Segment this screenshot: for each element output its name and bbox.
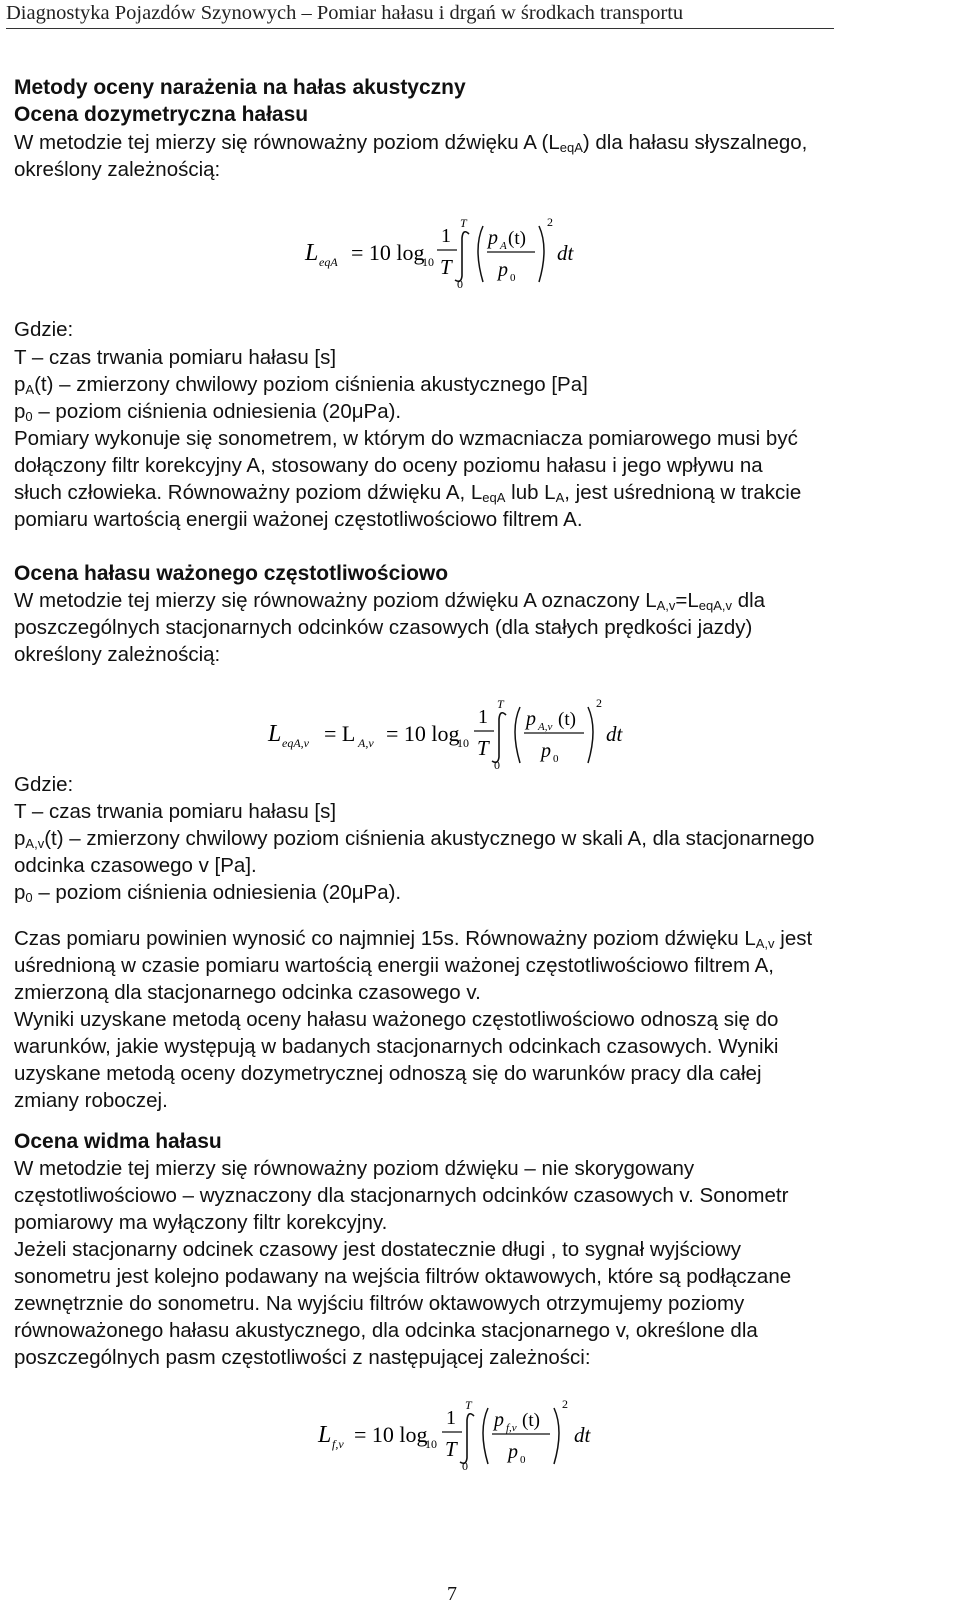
s2-line2: poszczególnych stacjonarnych odcinków czasowych (dla stałych prędkości jazdy): [14, 616, 753, 639]
s2-para-line4: Wyniki uzyskane metodą oceny hałasu ważonego częstotliwościowo odnoszą się do: [14, 1008, 779, 1031]
svg-text:0: 0: [462, 1459, 468, 1473]
svg-text:dt: dt: [606, 722, 623, 746]
s2-para-line2: uśrednioną w czasie pomiaru wartością energii ważonej częstotliwościowo filtrem A,: [14, 954, 774, 977]
svg-text:f,v: f,v: [506, 1422, 517, 1434]
s3-line2: częstotliwościowo – wyznaczony dla stacjonarnych odcinków czasowych v. Sonometr: [14, 1184, 789, 1207]
svg-text:T: T: [460, 216, 467, 230]
where-label-1: Gdzie:: [14, 318, 74, 341]
svg-text:10: 10: [422, 255, 434, 269]
para1-line4: pomiaru wartością energii ważonej częstotliwościowo filtrem A.: [14, 508, 583, 531]
svg-text:T: T: [445, 1437, 457, 1461]
s3-line8: poszczególnych pasm częstotliwości z następującej zależności:: [14, 1346, 591, 1369]
svg-text:= 10 log: = 10 log: [354, 1422, 428, 1447]
svg-text:eqA: eqA: [319, 255, 338, 269]
svg-text:p: p: [488, 227, 498, 249]
svg-text:A,v: A,v: [358, 736, 374, 750]
def-p0-2: $p_0$ – poziom ciśnienia odniesienia (20μPa).: [14, 881, 402, 905]
intro-line-1: W metodzie tej mierzy się równoważny poziom dźwięku A $(L_{eqA})$ dla hałasu słyszalnego,: [14, 131, 808, 155]
svg-text:1: 1: [441, 225, 451, 247]
def-T-2: T – czas trwania pomiaru hałasu [s]: [14, 800, 337, 823]
main-heading: Metody oceny narażenia na hałas akustyczny: [14, 76, 466, 99]
s3-line1: W metodzie tej mierzy się równoważny poziom dźwięku – nie skorygowany: [14, 1157, 695, 1180]
def-pA: $p_A(t)$ – zmierzony chwilowy poziom ciśnienia akustycznego [Pa]: [14, 373, 588, 397]
svg-text:p: p: [498, 259, 508, 281]
def-T-1: T – czas trwania pomiaru hałasu [s]: [14, 346, 337, 369]
s3-line5: sonometru jest kolejno podawany na wejścia filtrów oktawowych, które są podłączane: [14, 1265, 792, 1288]
svg-text:dt: dt: [557, 241, 574, 265]
def-pAv: $p_{A,v}(t)$ – zmierzony chwilowy poziom ciśnienia akustycznego w skali A, dla stacjonarnego: [14, 827, 815, 851]
header-title: Diagnostyka Pojazdów Szynowych – Pomiar hałasu i drgań w środkach transportu: [6, 2, 684, 24]
svg-text:p: p: [494, 1409, 504, 1431]
svg-text:2: 2: [547, 215, 553, 229]
svg-text:A: A: [500, 240, 507, 252]
svg-text:= L: = L: [324, 721, 356, 746]
s2-line3: określony zależnością:: [14, 643, 221, 666]
svg-text:0: 0: [520, 1454, 526, 1466]
svg-text:0: 0: [553, 753, 559, 765]
formula-leqav: [268, 693, 638, 773]
svg-text:L: L: [305, 240, 319, 266]
svg-text:A,v: A,v: [538, 721, 553, 733]
section-heading-weighted: Ocena hałasu ważonego częstotliwościowo: [14, 562, 449, 585]
def-pAv-cont: odcinka czasowego v [Pa].: [14, 854, 257, 877]
s3-line7: równoważonego hałasu akustycznego, dla odcinka stacjonarnego v, określone dla: [14, 1319, 758, 1342]
svg-text:p: p: [526, 708, 536, 730]
svg-text:eqA,v: eqA,v: [282, 736, 309, 750]
s2-para-line6: uzyskane metodą oceny dozymetrycznej odnoszą się do warunków pracy dla całej: [14, 1062, 762, 1085]
svg-text:dt: dt: [574, 1423, 591, 1447]
s2-line1: W metodzie tej mierzy się równoważny poziom dźwięku A oznaczony $L_{A,v}=L_{eqA,v}$ dla: [14, 589, 766, 613]
svg-text:p: p: [541, 740, 551, 762]
def-p0-1: $p_0$ – poziom ciśnienia odniesienia (20μPa).: [14, 400, 402, 424]
intro-line-2: określony zależnością:: [14, 158, 221, 181]
para1-line1: Pomiary wykonuje się sonometrem, w którym do wzmacniacza pomiarowego musi być: [14, 427, 798, 450]
s3-line4: Jeżeli stacjonarny odcinek czasowy jest dostatecznie długi , to sygnał wyjściowy: [14, 1238, 741, 1261]
page-number: 7: [447, 1583, 457, 1605]
where-label-2: Gdzie:: [14, 773, 74, 796]
svg-text:f,v: f,v: [332, 1437, 344, 1451]
s3-line3: pomiarowy ma wyłączony filtr korekcyjny.: [14, 1211, 388, 1234]
svg-text:T: T: [440, 255, 452, 279]
svg-text:T: T: [465, 1398, 472, 1412]
svg-text:1: 1: [478, 706, 488, 728]
section-heading-dosimetric: Ocena dozymetryczna hałasu: [14, 103, 309, 126]
s2-para-line7: zmiany roboczej.: [14, 1089, 168, 1112]
svg-text:(t): (t): [558, 709, 576, 730]
svg-text:0: 0: [457, 277, 463, 291]
section-heading-spectrum: Ocena widma hałasu: [14, 1130, 222, 1153]
s2-para-line5: warunków, jakie występują w badanych stacjonarnych odcinkach czasowych. Wyniki: [14, 1035, 779, 1058]
svg-text:10: 10: [425, 1437, 437, 1451]
svg-text:2: 2: [562, 1397, 568, 1411]
header-rule: [6, 28, 834, 29]
s2-para-line3: zmierzoną dla stacjonarnego odcinka czasowego v.: [14, 981, 481, 1004]
svg-text:= 10 log: = 10 log: [386, 721, 460, 746]
s2-para-line1: Czas pomiaru powinien wynosić co najmniej 15s. Równoważny poziom dźwięku $L_{A,v}$ jest: [14, 927, 813, 951]
svg-text:L: L: [318, 1422, 332, 1448]
svg-text:1: 1: [446, 1407, 456, 1429]
para1-line3: słuch człowieka. Równoważny poziom dźwięku A, $L_{eqA}$ lub $L_A$, jest uśrednioną w trakcie: [14, 481, 802, 505]
page-header: [0, 0, 960, 32]
svg-text:(t): (t): [522, 1410, 540, 1431]
svg-text:T: T: [497, 697, 504, 711]
svg-text:10: 10: [457, 736, 469, 750]
svg-text:0: 0: [510, 272, 516, 284]
svg-text:2: 2: [596, 696, 602, 710]
svg-text:L: L: [268, 721, 282, 747]
s3-line6: zewnętrznie do sonometru. Na wyjściu filtrów oktawowych otrzymujemy poziomy: [14, 1292, 745, 1315]
formula-leqa: [305, 212, 605, 292]
svg-text:0: 0: [494, 758, 500, 772]
para1-line2: dołączony filtr korekcyjny A, stosowany do oceny poziomu hałasu i jego wpływu na: [14, 454, 763, 477]
svg-text:= 10 log: = 10 log: [351, 240, 425, 265]
svg-text:(t): (t): [508, 228, 526, 249]
formula-lfv: [318, 1394, 618, 1474]
svg-text:p: p: [508, 1441, 518, 1463]
svg-text:T: T: [477, 736, 489, 760]
